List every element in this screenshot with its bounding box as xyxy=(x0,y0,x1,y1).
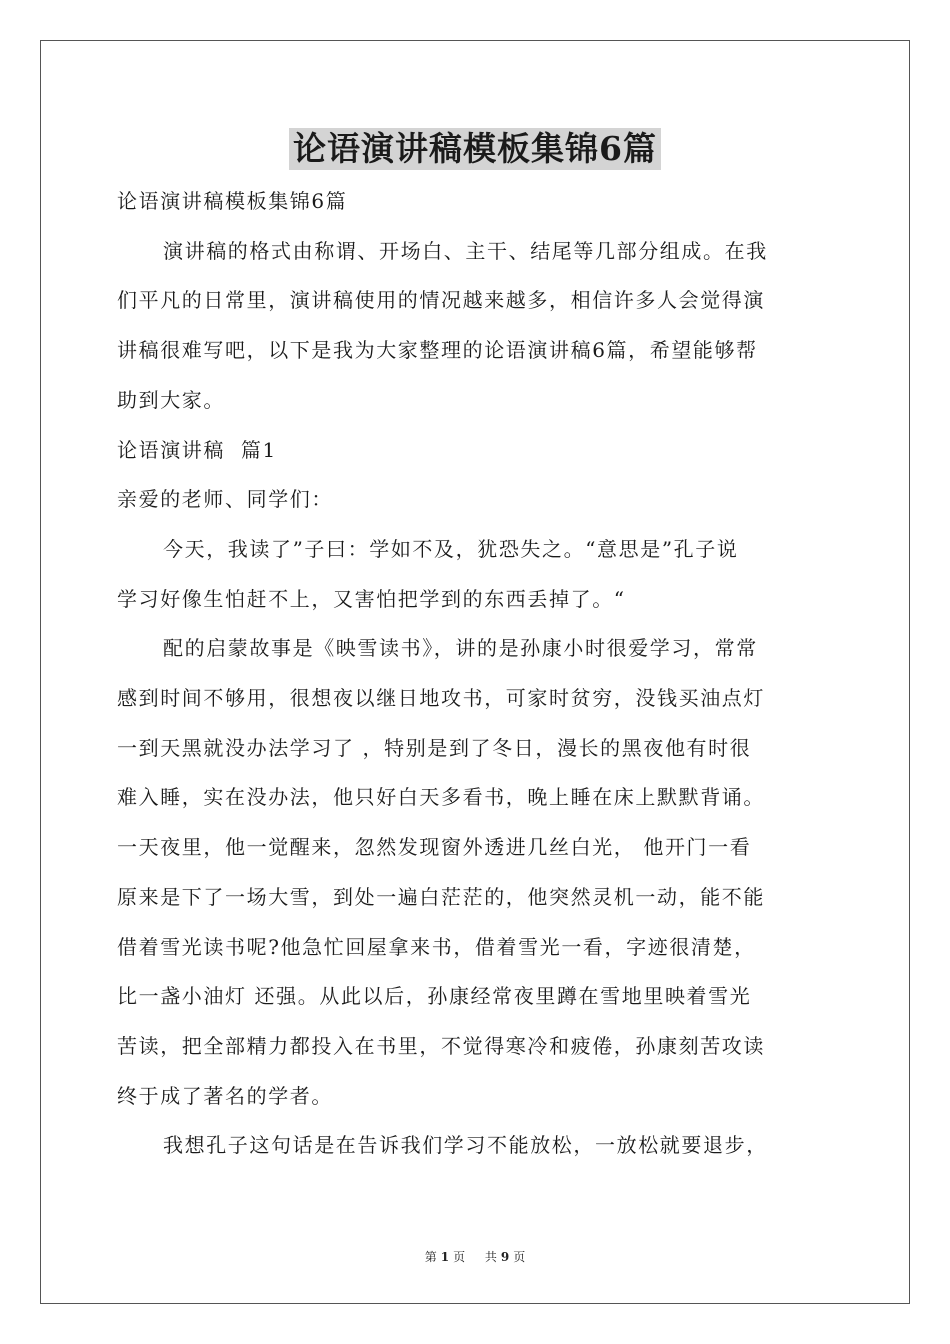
text-line: 一到天黑就没办法学习了 ，特别是到了冬日，漫长的黑夜他有时很 xyxy=(117,735,752,760)
text-line: 论语演讲稿 篇1 xyxy=(117,437,277,462)
text-line: 苦读，把全部精力都投入在书里，不觉得寒冷和疲倦，孙康刻苦攻读 xyxy=(117,1033,765,1058)
text-line: 我想孔子这句话是在告诉我们学习不能放松，一放松就要退步， xyxy=(163,1133,768,1158)
text-line: 终于成了著名的学者。 xyxy=(117,1083,333,1108)
page-number xyxy=(421,1250,469,1264)
text-line: 一天夜里，他一觉醒来，忽然发现窗外透进几丝白光， 他开门一看 xyxy=(117,835,752,860)
text-line: 讲稿很难写吧，以下是我为大家整理的论语演讲稿6篇，希望能够帮 xyxy=(117,338,758,363)
title-container xyxy=(0,128,950,170)
text-line: 助到大家。 xyxy=(117,387,225,412)
text-line: 学习好像生怕赶不上，又害怕把学到的东西丢掉了。“ xyxy=(117,586,626,611)
text-line: 演讲稿的格式由称谓、开场白、主干、结尾等几部分组成。在我 xyxy=(163,238,768,263)
total-pages xyxy=(481,1250,529,1264)
page-suffix: 页 xyxy=(453,1250,466,1264)
page-footer xyxy=(0,1248,950,1265)
page-prefix: 第 xyxy=(424,1250,437,1264)
current-page: 1 xyxy=(440,1250,450,1264)
text-line: 感到时间不够用，很想夜以继日地攻书，可家时贫穷，没钱买油点灯 xyxy=(117,686,765,711)
text-line: 借着雪光读书呢?他急忙回屋拿来书，借着雪光一看，字迹很清楚， xyxy=(117,934,756,959)
document-body xyxy=(117,177,833,1171)
total-suffix: 页 xyxy=(513,1250,526,1264)
text-line: 们平凡的日常里，演讲稿使用的情况越来越多，相信许多人会觉得演 xyxy=(117,288,765,313)
text-line: 亲爱的老师、同学们： xyxy=(117,487,333,512)
text-line: 比一盏小油灯 还强。从此以后，孙康经常夜里蹲在雪地里映着雪光 xyxy=(117,984,752,1009)
text-line: 配的启蒙故事是《映雪读书》，讲的是孙康小时很爱学习，常常 xyxy=(163,636,758,661)
text-line: 原来是下了一场大雪，到处一遍白茫茫的，他突然灵机一动，能不能 xyxy=(117,884,765,909)
document-title: 论语演讲稿模板集锦6篇 xyxy=(289,128,661,170)
total-page-count: 9 xyxy=(500,1250,510,1264)
text-line: 论语演讲稿模板集锦6篇 xyxy=(117,189,348,213)
total-prefix: 共 xyxy=(484,1250,497,1264)
text-line: 今天，我读了”子曰：学如不及，犹恐失之。“意思是”孔子说 xyxy=(163,536,739,561)
text-line: 难入睡，实在没办法，他只好白天多看书，晚上睡在床上默默背诵。 xyxy=(117,785,765,810)
